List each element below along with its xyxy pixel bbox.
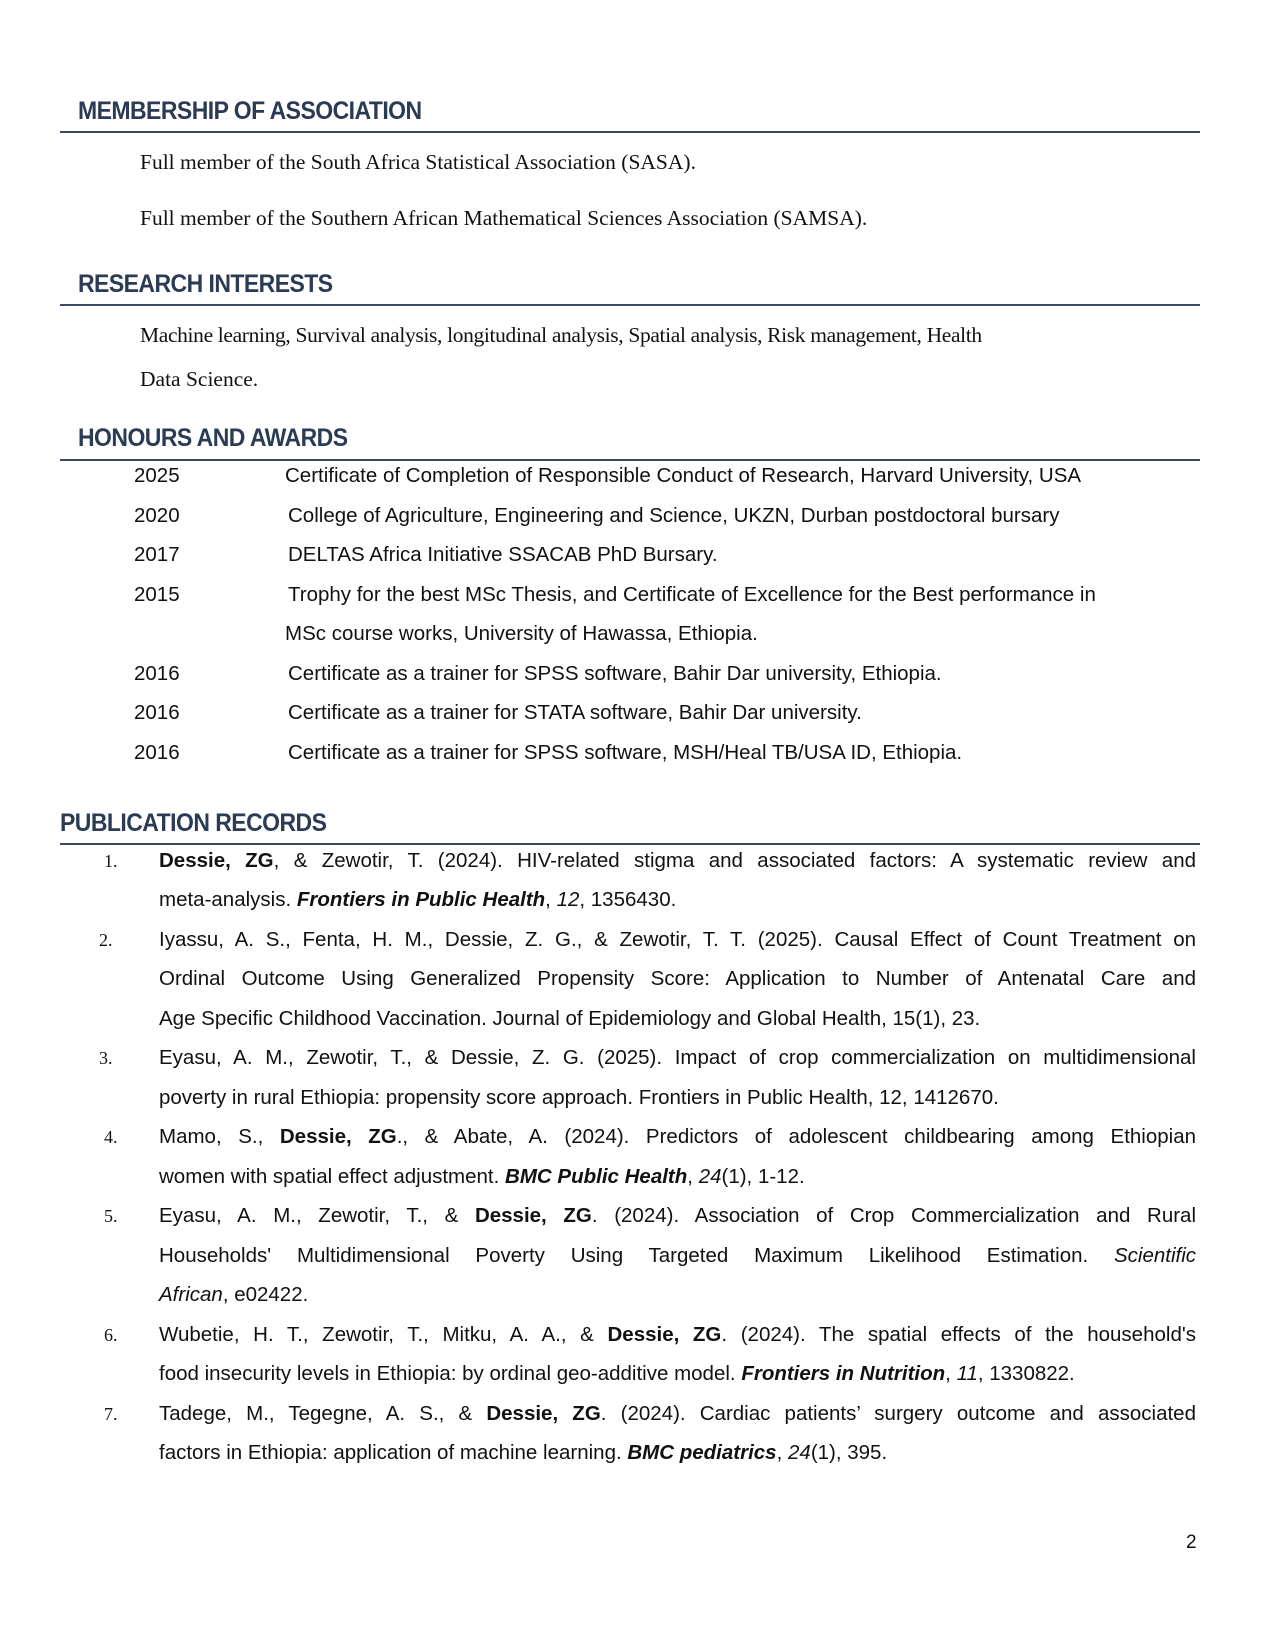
journal-name: Frontiers in Nutrition bbox=[741, 1362, 946, 1385]
research-interests-text: Data Science. bbox=[140, 367, 259, 391]
award-text: DELTAS Africa Initiative SSACAB PhD Bursary. bbox=[288, 543, 718, 566]
section-title-publications: PUBLICATION RECORDS bbox=[60, 809, 327, 837]
award-year: 2025 bbox=[134, 464, 180, 487]
citation-text: meta-analysis. bbox=[159, 888, 297, 911]
journal-name: BMC Public Health bbox=[505, 1165, 688, 1188]
section-title-research: RESEARCH INTERESTS bbox=[78, 270, 333, 298]
award-text: Certificate as a trainer for SPSS software, Bahir Dar university, Ethiopia. bbox=[288, 662, 942, 685]
publication-number: 5. bbox=[104, 1206, 118, 1226]
citation-text: women with spatial effect adjustment. bbox=[159, 1165, 506, 1188]
award-text: Certificate as a trainer for SPSS software, MSH/Heal TB/USA ID, Ethiopia. bbox=[288, 741, 963, 764]
publication-line bbox=[159, 887, 1196, 913]
award-text: College of Agriculture, Engineering and Science, UKZN, Durban postdoctoral bursary bbox=[288, 504, 1060, 527]
section-divider bbox=[60, 459, 1200, 461]
author-highlight: Dessie, ZG bbox=[159, 849, 274, 872]
citation-text: Households' Multidimensional Poverty Using Targeted Maximum Likelihood Estimation. bbox=[159, 1244, 1114, 1267]
publication-number: 4. bbox=[104, 1127, 118, 1147]
publication-number: 1. bbox=[104, 851, 118, 871]
citation-text: , bbox=[776, 1441, 788, 1464]
publication-line bbox=[159, 1401, 1196, 1427]
award-year: 2016 bbox=[134, 662, 180, 685]
publication-line: Age Specific Childhood Vaccination. Journal of Epidemiology and Global Health, 15(1), 23. bbox=[159, 1007, 981, 1030]
publication-line bbox=[159, 1124, 1196, 1150]
author-highlight: Dessie, ZG bbox=[474, 1204, 592, 1227]
publication-line bbox=[159, 848, 1196, 874]
citation-text: . (2024). The spatial effects of the household's bbox=[721, 1323, 1197, 1346]
citation-text: , e02422. bbox=[222, 1283, 309, 1306]
citation-text: Eyasu, A. M., Zewotir, T., & bbox=[159, 1204, 475, 1227]
citation-text: , 1330822. bbox=[977, 1362, 1075, 1385]
author-highlight: Dessie, ZG bbox=[486, 1402, 601, 1425]
award-year: 2016 bbox=[134, 701, 180, 724]
section-divider bbox=[60, 843, 1200, 845]
citation-text: (1), 395. bbox=[810, 1441, 888, 1464]
volume: 11 bbox=[956, 1362, 978, 1385]
publication-number: 6. bbox=[104, 1325, 118, 1345]
membership-item: Full member of the Southern African Mathematical Sciences Association (SAMSA). bbox=[140, 206, 868, 230]
award-year: 2017 bbox=[134, 543, 180, 566]
journal-name: Scientific bbox=[1113, 1244, 1196, 1267]
award-year: 2015 bbox=[134, 583, 180, 606]
publication-line: Iyassu, A. S., Fenta, H. M., Dessie, Z. G., & Zewotir, T. T. (2025). Causal Effect of Count Treatment on bbox=[159, 928, 1196, 951]
citation-text: factors in Ethiopia: application of machine learning. bbox=[159, 1441, 628, 1464]
citation-text: (1), 1-12. bbox=[721, 1165, 805, 1188]
author-highlight: Dessie, ZG bbox=[279, 1125, 397, 1148]
citation-text: Mamo, S., bbox=[159, 1125, 280, 1148]
award-text-continued: MSc course works, University of Hawassa, Ethiopia. bbox=[285, 622, 758, 645]
publication-line bbox=[159, 1322, 1196, 1348]
citation-text: Tadege, M., Tegegne, A. S., & bbox=[159, 1402, 487, 1425]
publication-number: 3. bbox=[99, 1048, 113, 1068]
volume: 24 bbox=[698, 1165, 722, 1188]
publication-line: Ordinal Outcome Using Generalized Propensity Score: Application to Number of Antenatal Care and bbox=[159, 967, 1196, 990]
citation-text: . (2024). Cardiac patients’ surgery outcome and associated bbox=[600, 1402, 1196, 1425]
volume: 24 bbox=[788, 1441, 811, 1464]
publication-line: poverty in rural Ethiopia: propensity score approach. Frontiers in Public Health, 12, 1412670. bbox=[159, 1086, 999, 1109]
page-number: 2 bbox=[1186, 1532, 1197, 1553]
publication-line bbox=[159, 1203, 1196, 1229]
publication-line bbox=[159, 1361, 1196, 1387]
author-highlight: Dessie, ZG bbox=[607, 1323, 722, 1346]
volume: 12 bbox=[556, 888, 580, 911]
award-text: Trophy for the best MSc Thesis, and Certificate of Excellence for the Best performance in bbox=[288, 583, 1096, 606]
publication-line bbox=[159, 1440, 1196, 1466]
publication-line bbox=[159, 1164, 1196, 1190]
journal-name: African bbox=[159, 1283, 223, 1306]
section-title-honours: HONOURS AND AWARDS bbox=[78, 424, 348, 452]
citation-text: , bbox=[945, 1362, 957, 1385]
journal-name: Frontiers in Public Health bbox=[296, 888, 546, 911]
section-divider bbox=[60, 304, 1200, 306]
section-divider bbox=[60, 131, 1200, 133]
citation-text: food insecurity levels in Ethiopia: by ordinal geo-additive model. bbox=[159, 1362, 742, 1385]
citation-text: , & Zewotir, T. (2024). HIV-related stigma and associated factors: A systematic review and bbox=[273, 849, 1196, 872]
citation-text: , 1356430. bbox=[579, 888, 677, 911]
publication-line bbox=[159, 1243, 1196, 1269]
research-interests-text: Machine learning, Survival analysis, longitudinal analysis, Spatial analysis, Risk management, Health bbox=[140, 323, 982, 347]
citation-text: Wubetie, H. T., Zewotir, T., Mitku, A. A., & bbox=[159, 1323, 608, 1346]
citation-text: . (2024). Association of Crop Commercialization and Rural bbox=[591, 1204, 1197, 1227]
award-text: Certificate of Completion of Responsible Conduct of Research, Harvard University, USA bbox=[285, 464, 1082, 487]
award-year: 2020 bbox=[134, 504, 180, 527]
award-text: Certificate as a trainer for STATA software, Bahir Dar university. bbox=[288, 701, 862, 724]
section-title-membership: MEMBERSHIP OF ASSOCIATION bbox=[78, 97, 422, 125]
publication-number: 7. bbox=[104, 1404, 118, 1424]
citation-text: , bbox=[545, 888, 557, 911]
publication-line: Eyasu, A. M., Zewotir, T., & Dessie, Z. G. (2025). Impact of crop commercialization on multidimensional bbox=[159, 1046, 1196, 1069]
journal-name: BMC pediatrics bbox=[627, 1441, 777, 1464]
citation-text: , bbox=[687, 1165, 699, 1188]
award-year: 2016 bbox=[134, 741, 180, 764]
publication-line bbox=[159, 1282, 1196, 1308]
publication-number: 2. bbox=[99, 930, 113, 950]
citation-text: ., & Abate, A. (2024). Predictors of adolescent childbearing among Ethiopian bbox=[396, 1125, 1197, 1148]
membership-item: Full member of the South Africa Statistical Association (SASA). bbox=[140, 150, 696, 174]
